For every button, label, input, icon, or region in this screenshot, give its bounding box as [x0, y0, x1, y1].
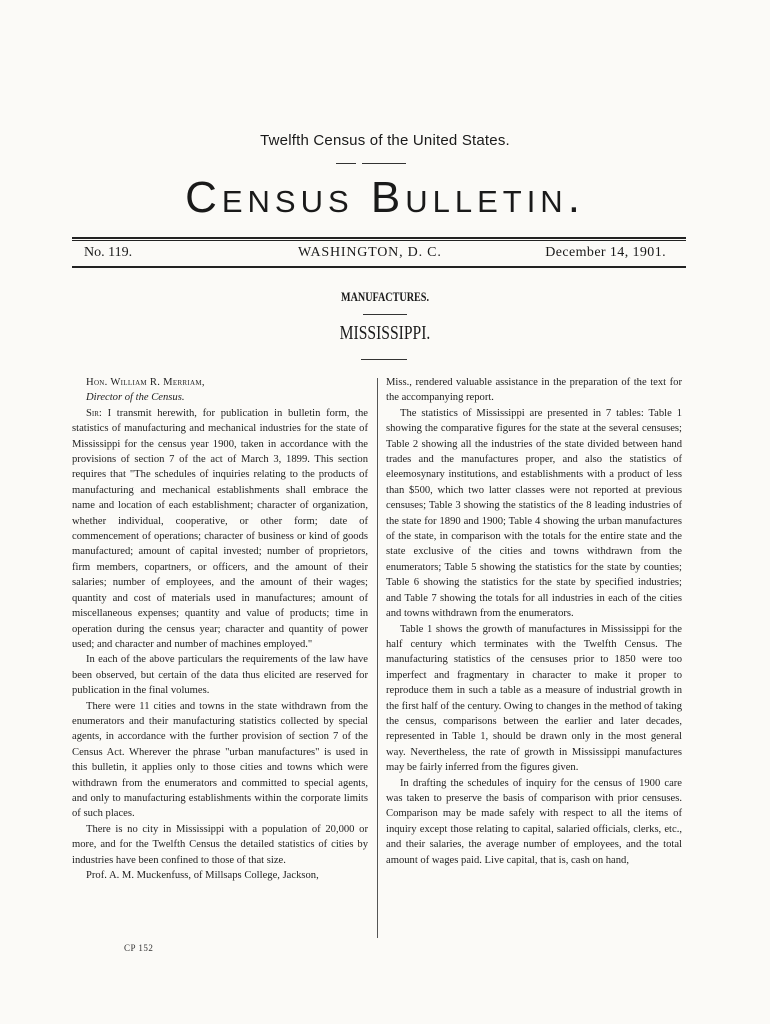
section-divider — [363, 314, 407, 315]
bulletin-place: WASHINGTON, D. C. — [298, 245, 442, 260]
paragraph: There is no city in Mississippi with a population of 20,000 or more, and for the Twelfth Census the detailed statistics of cities by industries have been confined to those of that size. — [72, 823, 368, 866]
bulletin-date: December 14, 1901. — [545, 245, 666, 260]
salutation: Sir: — [86, 407, 102, 419]
addressee: Hon. William R. Merriam, — [86, 377, 205, 388]
left-column — [72, 375, 368, 883]
masthead — [72, 245, 686, 265]
paragraph: In drafting the schedules of inquiry for the census of 1900 care was taken to preserve the basis of comparison with prior censuses. Comparison may be made safely with respect to all the items of inquiry except those relating to capital, salaried officials, clerks, etc., and their salaries, the average number of employees, and the total amount of wages paid. Live capital, that is, cash on hand, — [386, 777, 682, 866]
paragraph: Table 1 shows the growth of manufactures in Mississippi for the half century which terminates with the Twelfth Census. The manufacturing statistics of the censuses prior to 1850 were too imperfect and fragmentary in character to make it proper to reproduce them in such a table as a measure of industrial growth in the first half of the century. Owing to changes in the method of taking the census, comparisons between the earlier and later decades, represented in Table 1, should be drawn only in the most general way. Nevertheless, the rate of growth in Mississippi manufactures may be fairly inferred from the figures given. — [386, 623, 682, 774]
section-divider — [361, 359, 407, 360]
column-divider — [377, 378, 378, 938]
section-state: MISSISSIPPI. — [339, 322, 431, 344]
paragraph: In each of the above particulars the requirements of the law have been observed, but certain of the data thus elicited are reserved for publication in the final volumes. — [72, 654, 368, 697]
paragraph: There were 11 cities and towns in the state withdrawn from the enumerators and their manufacturing statistics collected by special agents, in accordance with the further provision of section 7 of the Census Act. Wherever the phrase "urban manufactures" is used in this bulletin, it applies only to those cities and towns which were withdrawn from the enumerators and committed to special agents, and only to manufacturing establishments within the corporate limits of such places. — [72, 700, 368, 820]
printer-code: CP 152 — [124, 943, 154, 953]
paragraph — [72, 406, 368, 653]
section-subject: MANUFACTURES. — [341, 289, 429, 304]
bulletin-number: No. 119. — [84, 245, 133, 260]
paragraph: The statistics of Mississippi are presented in 7 tables: Table 1 showing the comparative figures for the state at the several censuses; Table 2 showing all the industries of the state divided between hand trades and the manufactures proper, and also the statistics of eleemosynary institutions, and establishments with a product of less than $500, which two latter classes were not reported at previous censuses; Table 3 showing the statistics of the 8 leading industries of the state for 1890 and 1900; Table 4 showing the urban manufactures of the state, in comparison with the totals for the entire state and the state exclusive of the cities and towns withdrawn from the enumerators; Table 5 showing the statistics for the state by counties; Table 6 showing the statistics for the state by specified industries; and Table 7 showing the totals for all industries in each of the cities and towns withdrawn from the enumerators. — [386, 407, 682, 620]
ornament-dash — [362, 163, 406, 164]
masthead-rule-top — [72, 237, 686, 239]
bulletin-title: Census Bulletin. — [185, 173, 585, 222]
addressee-title: Director of the Census. — [86, 392, 185, 404]
paragraph: Miss., rendered valuable assistance in the preparation of the text for the accompanying report. — [386, 377, 682, 404]
right-column — [386, 375, 682, 868]
masthead-rule-bottom — [72, 266, 686, 268]
ornament-dash — [336, 163, 356, 164]
paragraph-text: I transmit herewith, for publication in bulletin form, the statistics of manufacturing and mechanical industries for the state of Mississippi for the census year 1900, taken in accordance with the provisions of section 7 of the act of March 3, 1899. This section requires that "The schedules of inquiries relating to the products of manufacturing and mechanical establishments shall embrace the name and location of each establishment; character of organization, whether individual, cooperative, or other form; date of commencement of operations; character of business or kind of goods manufactured; amount of capital invested; number of proprietors, firm members, copartners, or officers, and the amount of their salaries; number of employees, and the amount of their wages; quantity and cost of materials used in manufactures; amount of miscellaneous expenses; quantity and value of products; time in operation during the census year; character and quantity of power used; and character and number of machines employed." — [72, 407, 368, 650]
paragraph: Prof. A. M. Muckenfuss, of Millsaps College, Jackson, — [86, 870, 319, 881]
census-heading: Twelfth Census of the United States. — [260, 132, 510, 149]
masthead-rule-top-thin — [72, 240, 686, 241]
